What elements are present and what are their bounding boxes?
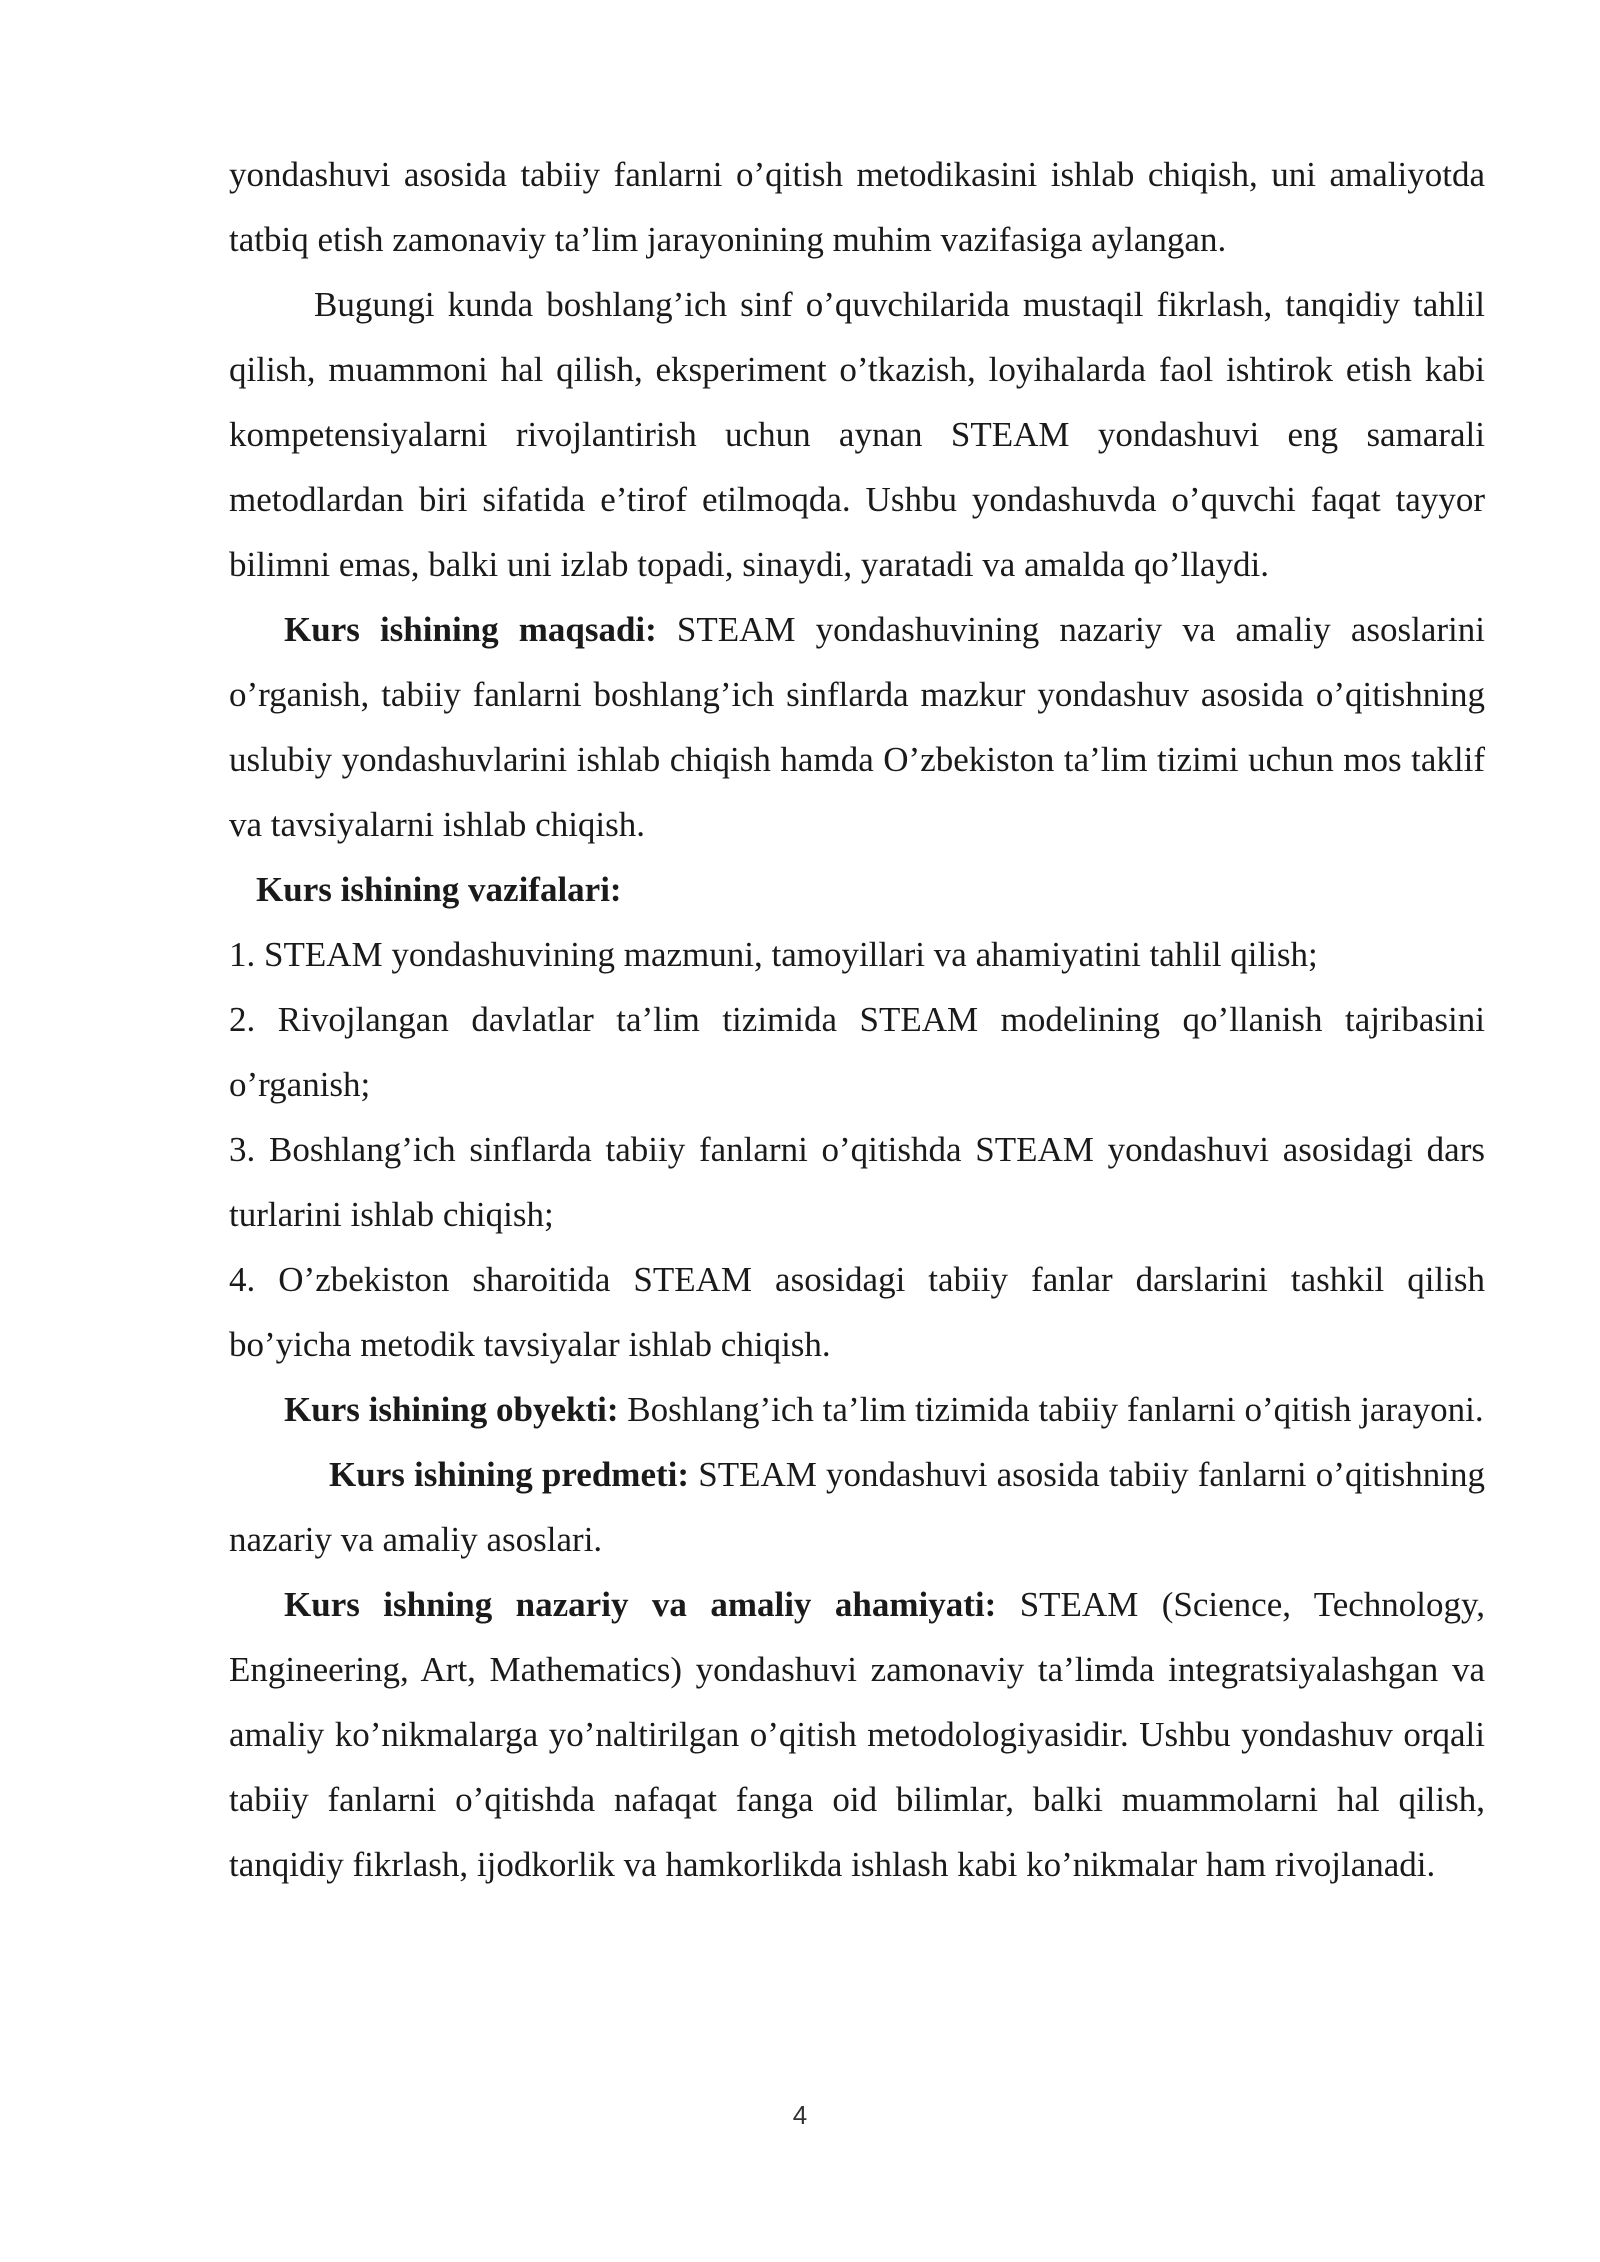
page-number: 4 <box>792 2100 808 2130</box>
paragraph-bugungi: Bugungi kunda boshlang’ich sinf o’quvchilarida mustaqil fikrlash, tanqidiy tahlil qilish, muammoni hal qilish, eksperiment o’tkazish, loyihalarda faol ishtirok etish kabi kompetensiyalarni rivojlantirish uchun aynan STEAM yondashuvi eng samarali metodlardan biri sifatida e’tirof etilmoqda. Ushbu yondashuvda o’quvchi faqat tayyor bilimni emas, balki uni izlab topadi, sinaydi, yaratadi va amalda qo’llaydi. <box>229 285 1485 584</box>
obyekt-label: Kurs ishining obyekti: <box>284 1390 619 1429</box>
paragraph-intro: yondashuvi asosida tabiiy fanlarni o’qitish metodikasini ishlab chiqish, uni amaliyotda tatbiq etish zamonaviy ta’lim jarayonining muhim vazifasiga aylangan. <box>229 155 1485 259</box>
task-item-2: 2. Rivojlangan davlatlar ta’lim tizimida STEAM modelining qo’llanish tajribasini o’rganish; <box>229 1000 1485 1104</box>
vazifalar-heading <box>229 857 1485 922</box>
predmet-label: Kurs ishining predmeti: <box>329 1455 690 1494</box>
obyekt-text: Boshlang’ich ta’lim tizimida tabiiy fanlarni o’qitish jarayoni. <box>618 1390 1484 1429</box>
paragraph-obyekt <box>229 1377 1485 1442</box>
paragraph-maqsad <box>229 597 1485 857</box>
task-item-4: 4. O’zbekiston sharoitida STEAM asosidagi tabiiy fanlar darslarini tashkil qilish bo’yicha metodik tavsiyalar ishlab chiqish. <box>229 1260 1485 1364</box>
paragraph-ahamiyat <box>229 1572 1485 1897</box>
predmet-text: STEAM yondashuvi asosida tabiiy fanlarni o’qitishning nazariy va amaliy asoslari. <box>229 1455 1485 1559</box>
ahamiyat-text: STEAM (Science, Technology, Engineering, Art, Mathematics) yondashuvi zamonaviy ta’limda integratsiyalashgan va amaliy ko’nikmalarga yo’naltirilgan o’qitish metodologiyasidir. Ushbu yondashuv orqali tabiiy fanlarni o’qitishda nafaqat fanga oid bilimlar, balki muammolarni hal qilish, tanqidiy fikrlash, ijodkorlik va hamkorlikda ishlash kabi ko’nikmalar ham rivojlanadi. <box>229 1585 1485 1884</box>
document-body <box>229 142 1485 1897</box>
task-item-1: 1. STEAM yondashuvining mazmuni, tamoyillari va ahamiyatini tahlil qilish; <box>229 935 1318 974</box>
task-item-3: 3. Boshlang’ich sinflarda tabiiy fanlarni o’qitishda STEAM yondashuvi asosidagi dars turlarini ishlab chiqish; <box>229 1130 1485 1234</box>
ahamiyat-label: Kurs ishning nazariy va amaliy ahamiyati: <box>284 1585 997 1624</box>
vazifalar-label: Kurs ishining vazifalari: <box>256 870 622 909</box>
paragraph-predmet <box>229 1442 1485 1572</box>
maqsad-label: Kurs ishining maqsadi: <box>284 610 657 649</box>
maqsad-text: STEAM yondashuvining nazariy va amaliy asoslarini o’rganish, tabiiy fanlarni boshlang’ich sinflarda mazkur yondashuv asosida o’qitishning uslubiy yondashuvlarini ishlab chiqish hamda O’zbekiston ta’lim tizimi uchun mos taklif va tavsiyalarni ishlab chiqish. <box>229 610 1485 844</box>
